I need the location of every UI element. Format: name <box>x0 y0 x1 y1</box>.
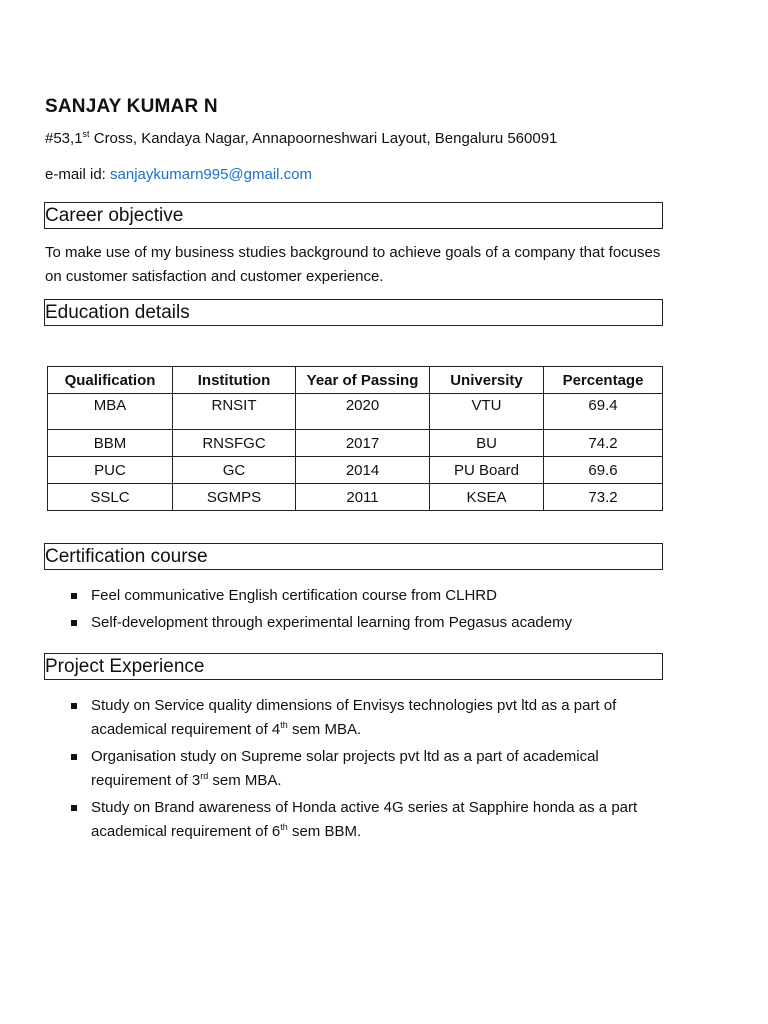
table-cell: PUC <box>48 457 173 484</box>
project-list <box>45 694 665 847</box>
column-header: Qualification <box>48 367 173 394</box>
table-cell: MBA <box>48 394 173 430</box>
table-cell: 73.2 <box>544 484 663 511</box>
address-rest: Cross, Kandaya Nagar, Annapoorneshwari Layout, Bengaluru 560091 <box>89 130 558 147</box>
list-item <box>45 745 665 793</box>
bullet-icon <box>71 703 77 709</box>
bullet-icon <box>71 620 77 626</box>
address-sup: st <box>82 129 90 139</box>
table-cell: 2020 <box>296 394 430 430</box>
table-cell: 2014 <box>296 457 430 484</box>
table-cell: RNSIT <box>173 394 296 430</box>
education-heading: Education details <box>44 299 663 326</box>
list-item-text: Feel communicative English certification course from CLHRD <box>91 587 497 604</box>
table-cell: 69.6 <box>544 457 663 484</box>
column-header: Year of Passing <box>296 367 430 394</box>
column-header: Institution <box>173 367 296 394</box>
address <box>45 130 557 147</box>
list-item-sup: th <box>280 822 288 832</box>
table-cell: 2017 <box>296 430 430 457</box>
bullet-icon <box>71 805 77 811</box>
email-link[interactable]: sanjaykumarn995@gmail.com <box>110 166 313 183</box>
list-item <box>45 796 665 844</box>
career-objective-heading: Career objective <box>44 202 663 229</box>
list-item <box>45 694 665 742</box>
list-item <box>45 611 665 635</box>
table-cell: PU Board <box>430 457 544 484</box>
table-cell: 69.4 <box>544 394 663 430</box>
education-table <box>47 366 663 511</box>
address-prefix: #53,1 <box>45 130 83 147</box>
table-cell: 74.2 <box>544 430 663 457</box>
certification-heading: Certification course <box>44 543 663 570</box>
list-item-text: Study on Service quality dimensions of Envisys technologies pvt ltd as a part of academical requirement of 4 <box>91 697 617 738</box>
table-cell: SSLC <box>48 484 173 511</box>
list-item-text: Self-development through experimental learning from Pegasus academy <box>91 614 573 631</box>
career-objective-text: To make use of my business studies background to achieve goals of a company that focuses on customer satisfaction and customer experience. <box>45 244 661 285</box>
table-cell: BU <box>430 430 544 457</box>
table-row <box>48 484 663 511</box>
candidate-name: SANJAY KUMAR N <box>45 96 218 117</box>
email-line <box>45 166 312 183</box>
list-item-sup: th <box>280 720 288 730</box>
bullet-icon <box>71 593 77 599</box>
list-item-text: Organisation study on Supreme solar projects pvt ltd as a part of academical requirement of 3 <box>91 748 599 789</box>
table-row <box>48 430 663 457</box>
column-header: University <box>430 367 544 394</box>
table-cell: VTU <box>430 394 544 430</box>
certification-list <box>45 584 665 638</box>
list-item-sup: rd <box>200 771 209 781</box>
table-row <box>48 457 663 484</box>
email-label: e-mail id: <box>45 166 111 183</box>
list-item-text-end: sem MBA. <box>287 721 362 738</box>
table-row <box>48 394 663 430</box>
list-item-text-end: sem MBA. <box>208 772 282 789</box>
column-header: Percentage <box>544 367 663 394</box>
table-cell: KSEA <box>430 484 544 511</box>
table-cell: SGMPS <box>173 484 296 511</box>
table-cell: 2011 <box>296 484 430 511</box>
table-cell: BBM <box>48 430 173 457</box>
bullet-icon <box>71 754 77 760</box>
list-item <box>45 584 665 608</box>
table-cell: GC <box>173 457 296 484</box>
project-experience-heading: Project Experience <box>44 653 663 680</box>
list-item-text: Study on Brand awareness of Honda active 4G series at Sapphire honda as a part academical requirement of 6 <box>91 799 638 840</box>
list-item-text-end: sem BBM. <box>287 823 362 840</box>
table-cell: RNSFGC <box>173 430 296 457</box>
table-header-row <box>48 367 663 394</box>
